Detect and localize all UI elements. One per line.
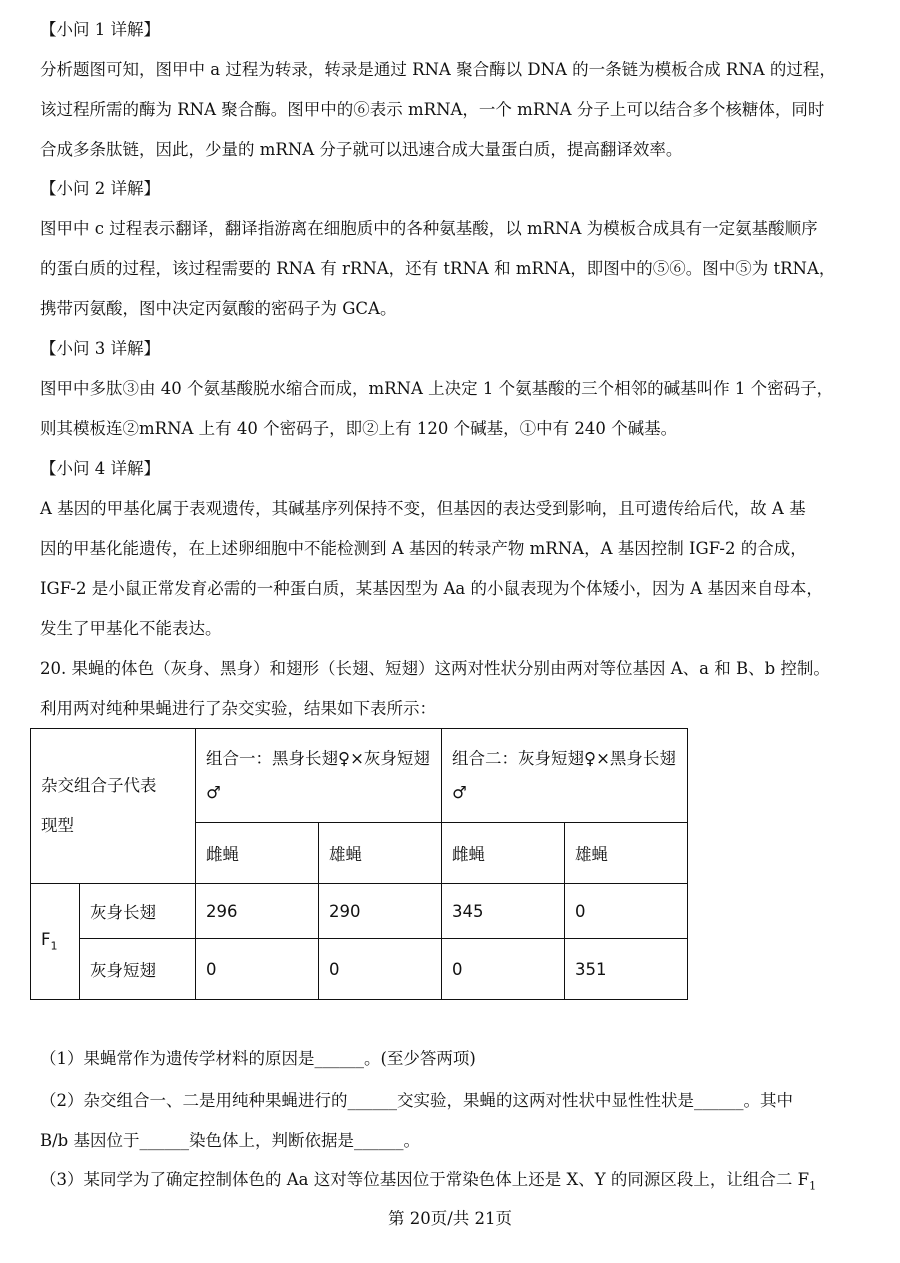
- section-4-line-1: A 基因的甲基化属于表观遗传，其碱基序列保持不变，但基因的表达受到影响，且可遗传给后代，故 A 基: [40, 499, 806, 518]
- section-4-line-2: 因的甲基化能遗传，在上述卵细胞中不能检测到 A 基因的转录产物 mRNA，A 基因控制 IGF-2 的合成，: [40, 539, 807, 558]
- section-2-heading: 【小问 2 详解】: [40, 179, 160, 198]
- table-corner-header: [31, 729, 196, 884]
- group-2-header: [442, 729, 688, 823]
- table-row: [31, 884, 688, 939]
- section-4-line-3: IGF-2 是小鼠正常发育必需的一种蛋白质，某基因型为 Aa 的小鼠表现为个体矮小，因为 A 基因来自母本，: [40, 579, 823, 598]
- question-20-line-1: 20. 果蝇的体色（灰身、黑身）和翅形（长翅、短翅）这两对性状分别由两对等位基因 A、a 和 B、b 控制。: [40, 659, 830, 678]
- section-4-heading: 【小问 4 详解】: [40, 459, 160, 478]
- phenotype-label: 灰身长翅: [80, 884, 196, 939]
- subquestion-2-line-2: B/b 基因位于______染色体上，判断依据是______。: [40, 1131, 420, 1150]
- table-cell: 296: [196, 884, 319, 939]
- section-2-line-1: 图甲中 c 过程表示翻译，翻译指游离在细胞质中的各种氨基酸，以 mRNA 为模板合成具有一定氨基酸顺序: [40, 219, 818, 238]
- subquestion-3-line-1: （3）某同学为了确定控制体色的 Aa 这对等位基因位于常染色体上还是 X、Y 的同源区段上，让组合二 $F_1$: [40, 1170, 817, 1193]
- page-footer: 第 20页/共 21页: [387, 1209, 513, 1228]
- table-cell: 290: [319, 884, 442, 939]
- section-1-line-1: 分析题图可知，图甲中 a 过程为转录，转录是通过 RNA 聚合酶以 DNA 的一条链为模板合成 RNA 的过程，: [40, 60, 836, 79]
- table-corner-text: 杂交组合子代表现型: [41, 776, 157, 835]
- section-1-line-2: 该过程所需的酶为 RNA 聚合酶。图甲中的⑥表示 mRNA，一个 mRNA 分子上可以结合多个核糖体，同时: [40, 100, 825, 119]
- question-20-line-2: 利用两对纯种果蝇进行了杂交实验，结果如下表所示：: [40, 699, 436, 718]
- table-cell: 345: [442, 884, 565, 939]
- group-1-label: 组合一：黑身长翅♀×灰身短翅♂: [206, 748, 430, 802]
- subquestion-1: （1）果蝇常作为遗传学材料的原因是______。(至少答两项): [40, 1049, 476, 1068]
- group-1-male-header: 雄蝇: [319, 823, 442, 884]
- table-cell: 0: [319, 939, 442, 1000]
- section-3-heading: 【小问 3 详解】: [40, 339, 160, 358]
- table-cell: 351: [565, 939, 688, 1000]
- section-4-line-4: 发生了甲基化不能表达。: [40, 619, 222, 638]
- section-1-heading: 【小问 1 详解】: [40, 20, 160, 39]
- section-3-line-2: 则其模板连②mRNA 上有 40 个密码子，即②上有 120 个碱基，①中有 240 个碱基。: [40, 419, 678, 438]
- section-3-line-1: 图甲中多肽③由 40 个氨基酸脱水缩合而成，mRNA 上决定 1 个氨基酸的三个相邻的碱基叫作 1 个密码子，: [40, 379, 834, 398]
- section-2-line-2: 的蛋白质的过程，该过程需要的 RNA 有 rRNA，还有 tRNA 和 mRNA，即图中的⑤⑥。图中⑤为 tRNA，: [40, 259, 836, 278]
- group-1-header: [196, 729, 442, 823]
- section-1-line-3: 合成多条肽链，因此，少量的 mRNA 分子就可以迅速合成大量蛋白质，提高翻译效率。: [40, 140, 683, 159]
- section-2-line-3: 携带丙氨酸，图中决定丙氨酸的密码子为 GCA。: [40, 299, 397, 318]
- group-2-female-header: 雌蝇: [442, 823, 565, 884]
- table-cell: 0: [196, 939, 319, 1000]
- group-2-label: 组合二：灰身短翅♀×黑身长翅♂: [452, 748, 676, 802]
- group-1-female-header: 雌蝇: [196, 823, 319, 884]
- table-cell: 0: [565, 884, 688, 939]
- group-2-male-header: 雄蝇: [565, 823, 688, 884]
- generation-label: $F_1$: [31, 884, 80, 1000]
- cross-results-table: [30, 728, 688, 1000]
- table-cell: 0: [442, 939, 565, 1000]
- subquestion-2-line-1: （2）杂交组合一、二是用纯种果蝇进行的______交实验，果蝇的这两对性状中显性性状是______。其中: [40, 1091, 793, 1110]
- table-row: [31, 939, 688, 1000]
- phenotype-label: 灰身短翅: [80, 939, 196, 1000]
